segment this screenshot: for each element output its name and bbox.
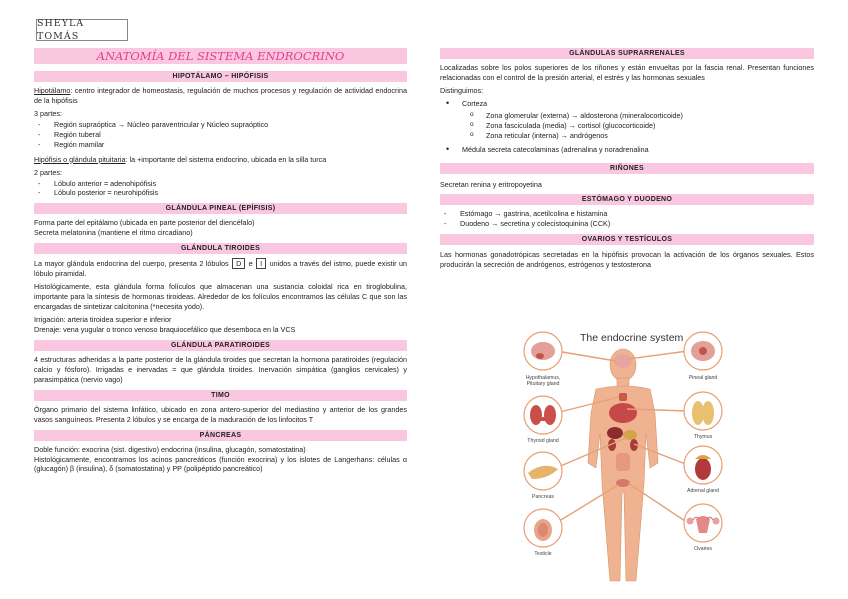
hipotalamo-parts-list: [38, 120, 407, 150]
tiroides-drainage: Drenaje: vena yugular o tronco venoso braquiocefálico que desemboca en la VCS: [34, 324, 296, 334]
section-heading-pancreas: PÁNCREAS: [34, 430, 407, 441]
pineal-line: Secreta melatonina (mantiene el ritmo circadiano): [34, 228, 193, 238]
pituitary-label: Pituitary gland: [526, 381, 560, 387]
pineal-label: Pineal gland: [688, 375, 718, 381]
suprarrenales-paragraph: Localizadas sobre los polos superiores de los riñones y están envueltas por la fascia renal. Presentan funciones relacionadas con el control de la presión arterial, el estrés y las hormonas sexuales: [440, 63, 814, 82]
hipotalamo-definition: : centro integrador de homeostasis, regulación de muchos procesos y regulación de actividad endocrina de la hipófisis: [34, 86, 407, 105]
hipotalamo-paragraph: [34, 86, 407, 106]
list-item: - Lóbulo anterior = adenohipófisis: [38, 179, 407, 189]
section-heading-pineal: GLÁNDULA PINEAL (EPÍFISIS): [34, 203, 407, 214]
section-heading-rinones: RIÑONES: [440, 163, 814, 174]
pancreas-line: Doble función: exocrina (sist. digestivo) endocrina (insulina, glucagón, somatostatina): [34, 444, 306, 454]
diagram-title: The endocrine system: [580, 332, 684, 344]
section-heading-hipotalamo: HIPOTÁLAMO – HIPÓFISIS: [34, 71, 407, 82]
hipofisis-parts-list: [38, 179, 407, 199]
testicle-icon: [524, 509, 562, 547]
document-title: ANATOMÍA DEL SISTEMA ENDROCRINO: [34, 48, 407, 64]
endocrine-diagram-svg: [518, 323, 728, 591]
estomago-list: [444, 209, 814, 229]
ovarios-paragraph: Las hormonas gonadotrópicas secretadas en la hipófisis provocan la activación de los órganos sexuales. Estos producirán la secreción de andrógenos, estrógenos y testosterona: [440, 250, 814, 270]
tiroides-paragraph: [34, 258, 407, 279]
tiroides-text: unidos a través del istmo, puede existir un lóbulo piramidal.: [34, 259, 408, 279]
hypothalamus-icon: [524, 332, 562, 370]
thyroid-label: Thyroid gland: [527, 438, 559, 444]
adrenal-icon: [684, 446, 722, 484]
hipofisis-definition: : la +importante del sistema endocrino, ubicada en la silla turca: [125, 154, 327, 164]
section-heading-timo: TIMO: [34, 390, 407, 401]
section-heading-ovarios: OVARIOS Y TESTÍCULOS: [440, 234, 814, 245]
zonas-list: [470, 111, 814, 141]
endocrine-system-illustration: [518, 323, 728, 591]
thymus-label: Thymus: [693, 434, 713, 440]
adrenal-label: Adrenal gland: [686, 488, 720, 494]
suprarrenales-list: [446, 99, 814, 155]
parts2-label: 2 partes:: [34, 167, 62, 177]
list-item: - Región supraóptica → Núcleo paraventricular y Núcleo supraóptico: [38, 120, 407, 130]
tiroides-irrigation: Irrigación: arteria tiroidea superior e inferior: [34, 315, 172, 324]
rinones-paragraph: Secretan renina y eritropoyetina: [440, 179, 542, 189]
tiroides-text: La mayor glándula endocrina del cuerpo, presenta 2 lóbulos: [34, 259, 229, 269]
section-heading-tiroides: GLÁNDULA TIROIDES: [34, 243, 407, 254]
tiroides-text: e: [248, 259, 253, 269]
pancreas-icon: [524, 452, 562, 490]
section-heading-suprarrenales: GLÁNDULAS SUPRARRENALES: [440, 48, 814, 59]
pancreas-label: Pancreas: [532, 494, 554, 500]
pancreas-histology: Histológicamente, encontramos los acinos pancreáticos (función exocrina) y los islotes de Langerhans: células α (glucagón) β (insulina), δ (somatostatina) y PP (polipéptido pancreático): [34, 454, 407, 474]
tiroides-histology: Histológicamente, esta glándula forma folículos que almacenan una sustancia coloidal rica en tiroglobulina, importante para la síntesis de hormonas tiroideas. Alrededor de los folículos encontramos las células C que son las encargadas de sintetizar calcitonina (*necesita yodo).: [34, 282, 407, 312]
right-column: [440, 48, 814, 273]
list-item: o Zona glomerular (externa) → aldosterona (mineralocorticoide): [470, 111, 814, 121]
lobe-box-right: D: [232, 258, 245, 269]
hipofisis-paragraph: [34, 155, 407, 165]
list-item: - Región tuberal: [38, 130, 407, 140]
ovaries-icon: [684, 504, 722, 542]
thyroid-icon: [524, 396, 562, 434]
distinguimos-label: Distinguimos:: [440, 85, 484, 95]
pineal-line: Forma parte del epitálamo (ubicada en parte posterior del diencéfalo): [34, 218, 255, 228]
list-item: - Región mamilar: [38, 140, 407, 150]
hipofisis-term: Hipófisis o glándula pituitaria: [34, 154, 126, 164]
corteza-label: Corteza: [462, 98, 488, 108]
list-item: o Zona reticular (interna) → andrógenos: [470, 131, 814, 141]
hypothalamus-label: Hypothalamus,: [525, 375, 561, 381]
paratiroides-paragraph: 4 estructuras adheridas a la parte posterior de la glándula tiroides que secretan la hormona paratiroides (regulación calcio y fósforo). Irrigadas e inervadas = que glándula tiroides. Inervación simpática (ganglios cervicales) y parasimpática (nervio vago): [34, 354, 407, 384]
thymus-icon: [684, 392, 722, 430]
list-item: o Zona fasciculada (media) → cortisol (glucocorticoide): [470, 121, 814, 131]
list-item: • Médula secreta catecolaminas (adrenalina y noradrenalina: [446, 145, 814, 155]
author-name: SHEYLA TOMÁS: [36, 19, 128, 41]
section-heading-estomago: ESTÓMAGO Y DUODENO: [440, 194, 814, 205]
ovaries-label: Ovaries: [694, 546, 712, 552]
list-item: - Duodeno → secretina y colecistoquinina (CCK): [444, 219, 814, 229]
timo-paragraph: Órgano primario del sistema linfático, ubicado en zona antero-superior del mediastino y anterior de los grandes vasos sanguíneos. Presenta 2 lóbulos y se encarga de la maduración de los linfocitos T: [34, 404, 407, 424]
lobe-box-left: I: [256, 258, 266, 269]
list-item: - Estómago → gastrina, acetilcolina e histamina: [444, 209, 814, 219]
list-item: [446, 99, 814, 141]
testicle-label: Testicle: [534, 551, 552, 557]
section-heading-paratiroides: GLÁNDULA PARATIROIDES: [34, 340, 407, 351]
hipotalamo-term: Hipotálamo: [34, 86, 71, 95]
list-item: - Lóbulo posterior = neurohipófisis: [38, 188, 407, 198]
parts-label: 3 partes:: [34, 108, 62, 118]
pineal-icon: [684, 332, 722, 370]
left-column: [34, 48, 407, 477]
